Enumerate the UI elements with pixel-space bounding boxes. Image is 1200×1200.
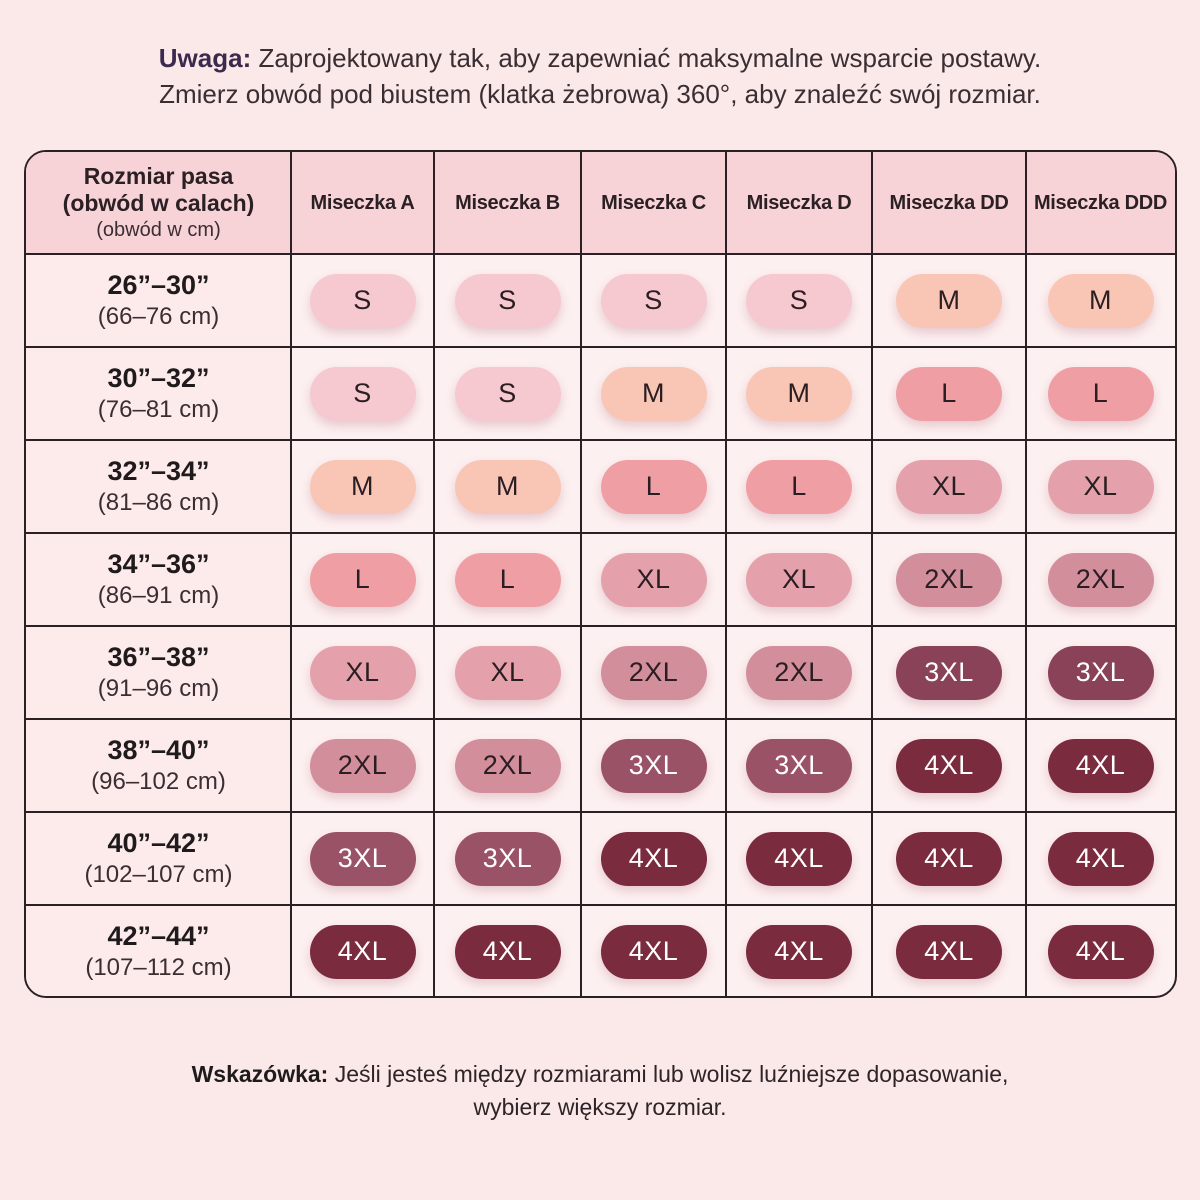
band-size-header-cm: (obwód w cm): [96, 219, 221, 241]
size-cell-cup-ddd: [1026, 254, 1175, 347]
size-pill: 2XL: [601, 646, 707, 700]
size-pill: S: [310, 367, 416, 421]
size-cell-cup-d: [726, 347, 872, 440]
table-row: [26, 812, 1175, 905]
size-pill: XL: [455, 646, 561, 700]
size-pill: XL: [310, 646, 416, 700]
cup-header-b: Miseczka B: [455, 191, 560, 214]
size-cell-cup-ddd: [1026, 626, 1175, 719]
size-pill: S: [601, 274, 707, 328]
size-cell-cup-c: [581, 440, 726, 533]
tip-line-2: wybierz większy rozmiar.: [473, 1094, 727, 1120]
size-cell-cup-a: [291, 719, 434, 812]
band-size-cell: [26, 347, 291, 440]
size-pill: XL: [746, 553, 852, 607]
size-cell-cup-b: [434, 254, 581, 347]
size-cell-cup-d: [726, 626, 872, 719]
cup-header-dd: Miseczka DD: [889, 191, 1009, 214]
size-pill: M: [896, 274, 1002, 328]
size-chart-table: [24, 150, 1177, 998]
band-size-inches: 30”–32”: [107, 363, 210, 393]
table-row: [26, 719, 1175, 812]
row-divider: [26, 904, 1175, 906]
size-cell-cup-b: [434, 440, 581, 533]
size-cell-cup-c: [581, 347, 726, 440]
size-pill: S: [455, 274, 561, 328]
band-size-inches: 40”–42”: [107, 828, 210, 858]
size-pill: 4XL: [601, 832, 707, 886]
size-cell-cup-b: [434, 626, 581, 719]
cup-header-a: Miseczka A: [310, 191, 415, 214]
size-pill: L: [601, 460, 707, 514]
table-row: [26, 440, 1175, 533]
size-pill: 2XL: [1048, 553, 1154, 607]
size-pill: 4XL: [896, 832, 1002, 886]
band-size-cm: (86–91 cm): [97, 582, 220, 609]
size-cell-cup-a: [291, 440, 434, 533]
size-cell-cup-ddd: [1026, 905, 1175, 998]
column-divider: [580, 152, 582, 996]
row-divider: [26, 532, 1175, 534]
size-pill: 4XL: [1048, 739, 1154, 793]
band-size-cell: [26, 533, 291, 626]
column-divider: [290, 152, 292, 996]
size-pill: 4XL: [896, 739, 1002, 793]
band-size-header-title: Rozmiar pasa: [83, 163, 234, 189]
band-size-cm: (96–102 cm): [91, 768, 226, 795]
size-cell-cup-ddd: [1026, 812, 1175, 905]
tip-note: [0, 1058, 1200, 1124]
size-cell-cup-d: [726, 905, 872, 998]
note-text-1: Zaprojektowany tak, aby zapewniać maksymalne wsparcie postawy.: [251, 43, 1042, 73]
band-size-inches: 32”–34”: [107, 456, 210, 486]
size-pill: L: [310, 553, 416, 607]
row-divider: [26, 718, 1175, 720]
size-cell-cup-d: [726, 719, 872, 812]
size-cell-cup-d: [726, 812, 872, 905]
size-cell-cup-a: [291, 812, 434, 905]
size-cell-cup-c: [581, 719, 726, 812]
size-cell-cup-c: [581, 905, 726, 998]
size-cell-cup-d: [726, 440, 872, 533]
column-divider: [433, 152, 435, 996]
size-pill: 4XL: [746, 832, 852, 886]
column-divider: [1025, 152, 1027, 996]
row-divider: [26, 346, 1175, 348]
size-pill: 3XL: [310, 832, 416, 886]
size-pill: XL: [601, 553, 707, 607]
size-cell-cup-c: [581, 254, 726, 347]
band-size-cm: (102–107 cm): [84, 861, 233, 888]
table-row: [26, 533, 1175, 626]
size-cell-cup-a: [291, 533, 434, 626]
size-cell-cup-ddd: [1026, 719, 1175, 812]
cup-header-c: Miseczka C: [601, 191, 706, 214]
size-pill: 4XL: [1048, 925, 1154, 979]
row-divider: [26, 253, 1175, 255]
tip-line-1: [0, 1058, 1200, 1091]
band-size-inches: 34”–36”: [107, 549, 210, 579]
table-row: [26, 347, 1175, 440]
cup-header-ddd: Miseczka DDD: [1033, 191, 1168, 214]
size-cell-cup-b: [434, 905, 581, 998]
size-pill: 4XL: [310, 925, 416, 979]
cup-header-d: Miseczka D: [746, 191, 852, 214]
fit-note: [0, 40, 1200, 112]
size-cell-cup-a: [291, 905, 434, 998]
size-pill: 3XL: [896, 646, 1002, 700]
size-pill: S: [310, 274, 416, 328]
tip-text-1: Jeśli jesteś między rozmiarami lub wolisz luźniejsze dopasowanie,: [328, 1061, 1009, 1087]
note-line-2: Zmierz obwód pod biustem (klatka żebrowa) 360°, aby znaleźć swój rozmiar.: [159, 79, 1041, 109]
size-pill: S: [455, 367, 561, 421]
note-line-1: [0, 40, 1200, 76]
size-pill: 3XL: [601, 739, 707, 793]
size-pill: 3XL: [455, 832, 561, 886]
size-cell-cup-a: [291, 626, 434, 719]
size-cell-cup-b: [434, 347, 581, 440]
row-divider: [26, 625, 1175, 627]
size-cell-cup-dd: [872, 347, 1026, 440]
band-size-cell: [26, 905, 291, 998]
size-pill: M: [746, 367, 852, 421]
size-pill: M: [601, 367, 707, 421]
size-cell-cup-dd: [872, 254, 1026, 347]
size-pill: 2XL: [746, 646, 852, 700]
band-size-cm: (107–112 cm): [85, 954, 232, 981]
size-cell-cup-b: [434, 533, 581, 626]
size-cell-cup-b: [434, 812, 581, 905]
size-cell-cup-c: [581, 812, 726, 905]
size-pill: 4XL: [601, 925, 707, 979]
size-cell-cup-d: [726, 254, 872, 347]
size-cell-cup-ddd: [1026, 347, 1175, 440]
size-pill: XL: [896, 460, 1002, 514]
size-cell-cup-dd: [872, 440, 1026, 533]
size-cell-cup-dd: [872, 812, 1026, 905]
size-cell-cup-dd: [872, 719, 1026, 812]
band-size-inches: 26”–30”: [107, 270, 210, 300]
size-pill: 2XL: [896, 553, 1002, 607]
band-size-inches: 38”–40”: [107, 735, 210, 765]
table-row: [26, 254, 1175, 347]
size-pill: 4XL: [1048, 832, 1154, 886]
band-size-cell: [26, 440, 291, 533]
size-pill: 2XL: [455, 739, 561, 793]
size-cell-cup-dd: [872, 533, 1026, 626]
column-divider: [725, 152, 727, 996]
row-divider: [26, 439, 1175, 441]
size-pill: 4XL: [896, 925, 1002, 979]
band-size-header: [26, 152, 291, 254]
size-cell-cup-b: [434, 719, 581, 812]
band-size-cell: [26, 812, 291, 905]
size-pill: 4XL: [455, 925, 561, 979]
table-row: [26, 626, 1175, 719]
band-size-inches: 42”–44”: [107, 921, 210, 951]
size-pill: M: [455, 460, 561, 514]
size-cell-cup-dd: [872, 626, 1026, 719]
size-pill: L: [1048, 367, 1154, 421]
size-cell-cup-c: [581, 626, 726, 719]
row-divider: [26, 811, 1175, 813]
table-row: [26, 905, 1175, 998]
band-size-cm: (66–76 cm): [97, 303, 220, 330]
table-header-row: [26, 152, 1175, 254]
band-size-cell: [26, 254, 291, 347]
size-cell-cup-c: [581, 533, 726, 626]
size-pill: L: [455, 553, 561, 607]
size-pill: M: [1048, 274, 1154, 328]
size-pill: 3XL: [746, 739, 852, 793]
size-pill: M: [310, 460, 416, 514]
column-divider: [871, 152, 873, 996]
band-size-cell: [26, 719, 291, 812]
note-label: Uwaga:: [158, 43, 252, 73]
size-pill: XL: [1048, 460, 1154, 514]
band-size-header-inches: (obwód w calach): [62, 190, 255, 216]
size-cell-cup-a: [291, 347, 434, 440]
size-pill: 2XL: [310, 739, 416, 793]
size-cell-cup-ddd: [1026, 533, 1175, 626]
tip-label: Wskazówka:: [191, 1061, 329, 1087]
band-size-cm: (81–86 cm): [97, 489, 220, 516]
band-size-cm: (91–96 cm): [97, 675, 220, 702]
size-cell-cup-dd: [872, 905, 1026, 998]
size-pill: 3XL: [1048, 646, 1154, 700]
size-cell-cup-ddd: [1026, 440, 1175, 533]
size-pill: S: [746, 274, 852, 328]
band-size-inches: 36”–38”: [107, 642, 210, 672]
size-pill: L: [746, 460, 852, 514]
band-size-cell: [26, 626, 291, 719]
size-cell-cup-d: [726, 533, 872, 626]
size-pill: L: [896, 367, 1002, 421]
size-pill: 4XL: [746, 925, 852, 979]
size-cell-cup-a: [291, 254, 434, 347]
band-size-cm: (76–81 cm): [97, 396, 220, 423]
